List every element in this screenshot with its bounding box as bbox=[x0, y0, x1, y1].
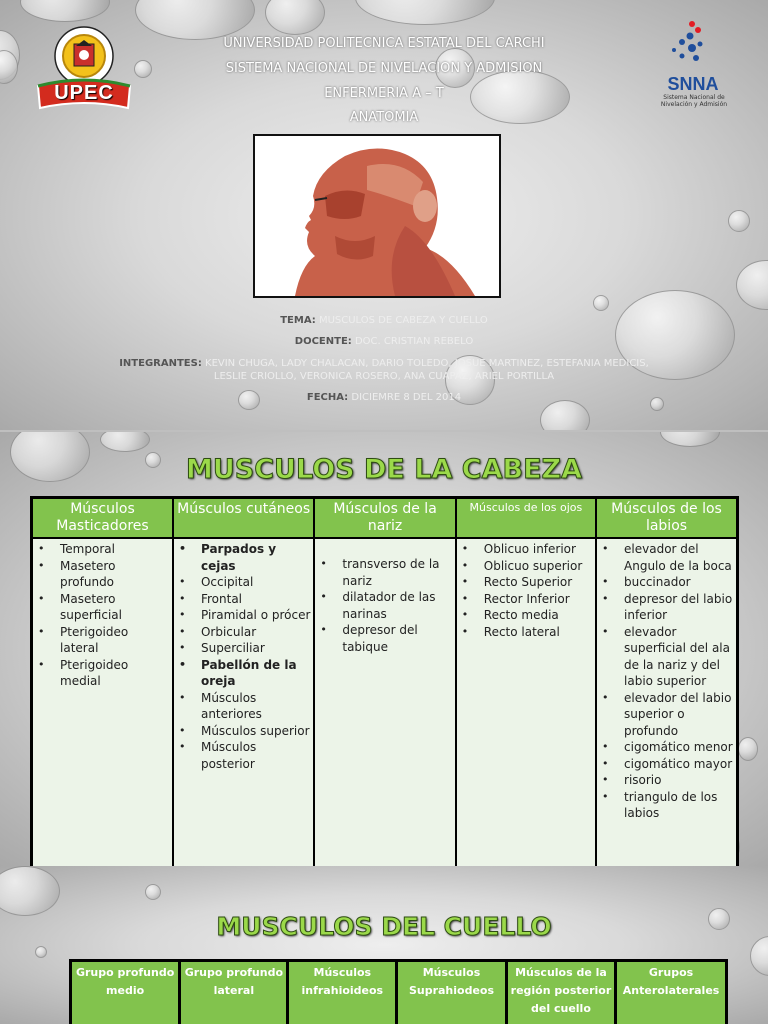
university-name: UNIVERSIDAD POLITECNICA ESTATAL DEL CARCHI bbox=[223, 36, 545, 51]
list-item: • depresor del tabique bbox=[317, 622, 452, 655]
bullet-list bbox=[35, 541, 170, 690]
date-value: DICIEMRE 8 DEL 2014 bbox=[351, 392, 462, 403]
column-header: Músculos cutáneos bbox=[173, 498, 314, 539]
members-value: KEVIN CHUGA, LADY CHALACAN, DARIO TOLEDO, JOSUE MARTINEZ, ESTEFANIA MEDICIS, LESLIE CRIOLLO, VERONICA ROSERO, ANA CUAPAZ, ARIEL PORTILLA bbox=[205, 358, 649, 382]
column-header: Grupos Anterolaterales bbox=[616, 961, 727, 1024]
list-item: • Oblicuo superior bbox=[459, 558, 593, 575]
upec-logo-text: UPEC bbox=[54, 82, 114, 104]
neck-muscles-slide bbox=[0, 866, 768, 1024]
topic-value: MUSCULOS DE CABEZA Y CUELLO bbox=[318, 315, 488, 326]
date-label: FECHA: bbox=[306, 392, 349, 403]
water-drop-decoration bbox=[35, 946, 47, 958]
water-drop-decoration bbox=[135, 0, 255, 40]
water-drop-decoration bbox=[20, 0, 110, 22]
course-name: ENFERMERIA A – T bbox=[324, 86, 444, 101]
water-drop-decoration bbox=[0, 866, 60, 916]
column-header: Músculos de la región posterior del cuello bbox=[506, 961, 615, 1024]
water-drop-decoration bbox=[736, 260, 768, 310]
table-cell bbox=[173, 538, 314, 866]
column-header: Músculos infrahioideos bbox=[288, 961, 397, 1024]
list-item: • Parpados y cejas bbox=[176, 541, 311, 574]
upec-logo bbox=[32, 26, 136, 110]
teacher-value: DOC. CRISTIAN REBELO bbox=[354, 336, 474, 347]
neck-muscles-table bbox=[69, 959, 728, 1024]
list-item: • cigomático mayor bbox=[599, 756, 734, 773]
teacher-label: DOCENTE: bbox=[294, 336, 352, 347]
snna-logo bbox=[652, 18, 732, 110]
bullet-list bbox=[176, 541, 311, 772]
title-slide bbox=[0, 0, 768, 430]
bullet-list bbox=[317, 556, 452, 655]
date-line bbox=[110, 391, 658, 404]
list-item: • Rector Inferior bbox=[459, 591, 593, 608]
members-line bbox=[110, 357, 658, 383]
bullet-list bbox=[459, 541, 593, 640]
list-item: • Masetero profundo bbox=[35, 558, 170, 591]
list-item: • triangulo de los labios bbox=[599, 789, 734, 822]
column-header: Músculos de los ojos bbox=[456, 498, 596, 539]
list-item: • Recto lateral bbox=[459, 624, 593, 641]
subject-name: ANATOMIA bbox=[349, 110, 419, 125]
snna-logo-subtext: Sistema Nacional de bbox=[663, 94, 725, 101]
neck-muscles-title: MUSCULOS DEL CUELLO bbox=[216, 912, 552, 941]
topic-label: TEMA: bbox=[280, 315, 316, 326]
table-cell bbox=[596, 538, 737, 866]
column-header: Músculos Masticadores bbox=[32, 498, 173, 539]
water-drop-decoration bbox=[540, 400, 590, 430]
list-item: • elevador del Angulo de la boca bbox=[599, 541, 734, 574]
column-header: Músculos de los labios bbox=[596, 498, 737, 539]
anatomy-head-muscles-illustration bbox=[253, 134, 501, 298]
table-cell bbox=[32, 538, 173, 866]
list-item: • Masetero superficial bbox=[35, 591, 170, 624]
program-name: SISTEMA NACIONAL DE NIVELACION Y ADMISION bbox=[225, 61, 543, 76]
list-item: • depresor del labio inferior bbox=[599, 591, 734, 624]
list-item: • Pterigoideo lateral bbox=[35, 624, 170, 657]
water-drop-decoration bbox=[738, 737, 758, 761]
list-item: • Músculos anteriores bbox=[176, 690, 311, 723]
water-drop-decoration bbox=[728, 210, 750, 232]
water-drop-decoration bbox=[593, 295, 609, 311]
list-item: • elevador superficial del ala de la nariz y del labio superior bbox=[599, 624, 734, 690]
water-drop-decoration bbox=[100, 432, 150, 452]
list-item: • Temporal bbox=[35, 541, 170, 558]
list-item: • cigomático menor bbox=[599, 739, 734, 756]
bullet-list bbox=[599, 541, 734, 822]
list-item: • Pterigoideo medial bbox=[35, 657, 170, 690]
list-item: • Músculos superior bbox=[176, 723, 311, 740]
list-item: • Músculos posterior bbox=[176, 739, 311, 772]
list-item: • Superciliar bbox=[176, 640, 311, 657]
list-item: • transverso de la nariz bbox=[317, 556, 452, 589]
water-drop-decoration bbox=[660, 432, 720, 447]
list-item: • Occipital bbox=[176, 574, 311, 591]
column-header: Grupo profundo medio bbox=[71, 961, 180, 1024]
water-drop-decoration bbox=[355, 0, 495, 25]
list-item: • Frontal bbox=[176, 591, 311, 608]
table-cell bbox=[456, 538, 596, 866]
list-item: • risorio bbox=[599, 772, 734, 789]
teacher-line bbox=[110, 335, 658, 348]
snna-logo-text: SNNA bbox=[667, 74, 719, 94]
column-header: Músculos Suprahiodeos bbox=[397, 961, 507, 1024]
list-item: • Piramidal o prócer bbox=[176, 607, 311, 624]
table-header-row bbox=[71, 961, 727, 1024]
list-item: • buccinador bbox=[599, 574, 734, 591]
members-label: INTEGRANTES: bbox=[119, 358, 202, 369]
water-drop-decoration bbox=[145, 884, 161, 900]
list-item: • Orbicular bbox=[176, 624, 311, 641]
head-muscles-table bbox=[30, 496, 739, 866]
list-item: • Recto Superior bbox=[459, 574, 593, 591]
water-drop-decoration bbox=[750, 936, 768, 976]
head-muscles-title: MUSCULOS DE LA CABEZA bbox=[186, 454, 582, 485]
topic-line bbox=[110, 314, 658, 327]
table-header-row bbox=[32, 498, 738, 539]
water-drop-decoration bbox=[265, 0, 325, 35]
head-muscles-slide bbox=[0, 432, 768, 866]
table-cell bbox=[314, 538, 455, 866]
list-item: • elevador del labio superior o profundo bbox=[599, 690, 734, 740]
snna-logo-subtext: Nivelación y Admisión bbox=[660, 101, 728, 108]
list-item: • dilatador de las narinas bbox=[317, 589, 452, 622]
column-header: Músculos de la nariz bbox=[314, 498, 455, 539]
list-item: • Oblicuo inferior bbox=[459, 541, 593, 558]
list-item: • Recto media bbox=[459, 607, 593, 624]
table-row bbox=[32, 538, 738, 866]
column-header: Grupo profundo lateral bbox=[180, 961, 288, 1024]
list-item: • Pabellón de la oreja bbox=[176, 657, 311, 690]
